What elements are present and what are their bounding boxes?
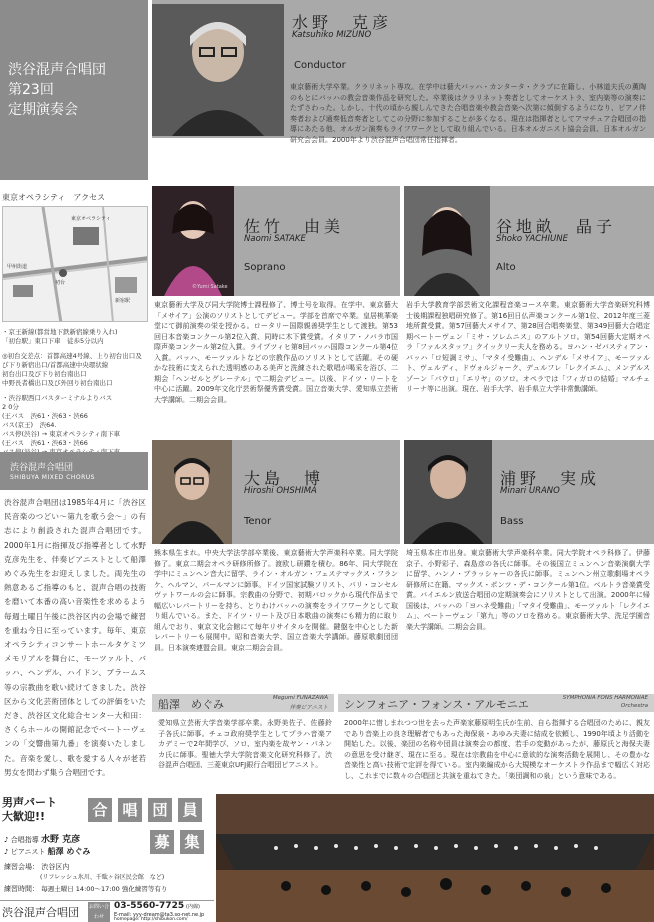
- recruit-conductor-label: ♪ 合唱指導: [4, 836, 39, 844]
- conductor-photo: [152, 4, 284, 136]
- bass-portrait: [404, 440, 492, 544]
- soprano-portrait: [152, 186, 234, 296]
- bass-role: Bass: [500, 516, 524, 527]
- title-line-1: 渋谷混声合唱団: [8, 62, 106, 78]
- map-label-shinjuku: 新宿駅: [115, 298, 131, 304]
- recruit-char: 集: [180, 830, 204, 854]
- soprano-name: 佐竹 由美: [244, 217, 345, 236]
- orchestra-bio: 2000年に惜しまれつつ世を去った声楽家藤原明生氏が生前、自ら指揮する合唱団のために、親友であり音楽上の良き理解者でもあった海保泉・あゆみ夫妻に結成を依頼し、1990年頃より活動を開始した。以後、楽団の名称や団員は演奏会の都度、若手の変動があったが、藤原氏と海保夫妻の意思を受け継ぎ、現在に至る。現在は宗教曲を中心に意欲的な演奏活動を展開し、その豊かな音楽性と高い技術で定評を得ている。室内楽編成から大規模なオーケストラ作品まで幅広く対応し、これまでに数々の合唱団と共演を重ねてきた。「楽団調和の泉」という意味である。: [344, 719, 650, 780]
- recruit-place-label: 練習会場：: [4, 863, 39, 871]
- map-label-opera-city: 東京オペラシティ: [71, 216, 111, 222]
- accompanist-header: [152, 694, 334, 712]
- accompanist-roman: Megumi FUNAZAWA: [272, 695, 328, 701]
- tenor-bio: 熊本県生まれ。中央大学法学部卒業後、東京藝術大学声楽科卒業。同大学院修了。東京二期会オペラ研修所修了。渡欧し研鑽を積む。86年、同大学院在学中にミュンヘン音大に留学、ライン・オルガン・フェステマックス・フランケ、ヘルマン、パールマンに師事。ドイツ国家試験ソリスト、パリ・コンセルヴァトワールの会に師事。宗教曲の分野で、初期バロックから現代作品まで幅広いレパートリーを持ち、とりわけバッハの演奏をライフワークとして取り組んでいる。また、ドイツ・リート及び日本歌曲の演奏にも精力的に取り組んでおり、東京文化会館にて毎年リサイタルを開催。鍵盤を中心とした新レパートリーも展開中。昭和音楽大学、国立音楽大学講師。藤原歌劇団団員。日本演奏連盟会員。東京二期会会員。: [154, 549, 398, 652]
- recruit-time-value: 毎週土曜日 14:00〜17:00 強化練習等有り: [41, 885, 168, 893]
- soprano-photo-caption: ©Yumi Satake: [192, 284, 228, 290]
- bass-photo: [404, 440, 492, 544]
- soprano-role: Soprano: [244, 262, 286, 273]
- alto-photo: [404, 186, 490, 296]
- soprano-photo: [152, 186, 234, 296]
- chorus-name: 渋谷混声合唱団: [10, 463, 74, 473]
- soprano-roman: Naomi SATAKE: [244, 234, 306, 244]
- contact-footer: [0, 900, 214, 922]
- tenor-photo: [152, 440, 232, 544]
- orchestra-roman: SYMPHONIA FONS HARMONIAE: [562, 695, 648, 701]
- recruit-title-bottom: [150, 830, 204, 854]
- alto-bio: 岩手大学教育学部芸術文化課程音楽コース卒業。東京藝術大学音楽研究科博士後期課程独唱研究修了。第16回日仏声楽コンクール第1位、2012年度三菱地所賞受賞。第57回藝大メサイア、第28回合唱奏楽堂、第349回藝大合唱定期ベートーヴェン「ミサ・ソレムニス」のアルトソロ。第54回藝大定期オペラ「ファルスタッフ」クイックリー夫人を務める。ヨハン・ゼバスティアン・バッハ「ロ短調ミサ」、「マタイ受難曲」、ヘンデル「メサイア」、モーツァルト、ヴェルディ、ドヴォルジャーク、デュルフレ「レクイエム」、メンデルスゾーン「パウロ」「エリヤ」のソロ。オペラでは「フィガロの結婚」マルチェリーナ等に出演。現在、岩手大学、岩手県立大学非常勤講師。: [406, 301, 650, 393]
- tenor-portrait: [152, 440, 232, 544]
- conductor-roman: Katsuhiko MIZUNO: [292, 30, 372, 40]
- accompanist-role: 伴奏ピアニスト: [289, 705, 328, 711]
- access-directions: [2, 328, 148, 457]
- access-line: (王バス 渋61・渋63・渋66: [2, 439, 88, 447]
- recruit-conductor-name: 水野 克彦: [40, 835, 81, 845]
- tenor-roman: Hiroshi OHSHIMA: [244, 486, 317, 496]
- alto-portrait: [404, 186, 490, 296]
- recruit-pianist-name: 船澤 めぐみ: [47, 847, 91, 856]
- map-label-koshu: 甲州街道: [7, 264, 28, 270]
- accompanist-bio: 愛知県立芸術大学音楽学部卒業。永野美佐子、佐藤鈴子各氏に師事。チェコ政府奨学生としてプラハ音楽アカデミーで2年間学び、ソロ、室内楽を故ヤン・パネンカ氏に師事。聖徳大学大学院音楽文化研究科修了。渋谷混声合唱団、三菱東京UFJ銀行合唱団ピアニスト。: [158, 719, 332, 769]
- recruit-char: 団: [148, 798, 172, 822]
- footer-homepage[interactable]: homepage: http://shibukon.com/: [114, 917, 188, 922]
- access-line: バス(京王) 渋64.: [2, 421, 57, 429]
- chorus-header: [0, 452, 148, 490]
- access-line: ・京王新線(都営地下鉄新宿線乗り入れ): [2, 328, 118, 336]
- wanted-line-2: 大歓迎!!: [2, 810, 46, 823]
- recruit-time: [4, 884, 167, 894]
- orchestra-header: [338, 694, 654, 712]
- concert-title-box: [0, 0, 148, 180]
- conductor-portrait: [152, 4, 284, 136]
- conductor-bio: 東京藝術大学卒業。クラリネット専攻。在学中は藝大バッハ・カンタータ・クラブに在籍し、小林道夫氏の薫陶のもとにバッハの教会音楽作品を研究した。卒業後はクラリネット奏者としてオーケストラ、室内楽等の演奏にたずさわった。しかし、十代の頃から親しんできた合唱音楽や教会音楽へ次第に傾倒するようになり、ピアノ伴奏者および通奏低音奏者としてこの分野に参加することが多くなる。現在は指揮者としてアマチュア合唱団の指導にあたる他、オルガン演奏もライフワークとして取り組んでいる。日本オルガニスト協会会員、日本オルガン研究会会員。2000年より渋谷混声合唱団常任指揮者。: [290, 83, 646, 144]
- tenor-name: 大島 博: [244, 469, 325, 488]
- access-map: [2, 206, 148, 322]
- accompanist-name: 船澤 めぐみ: [158, 698, 224, 711]
- access-line: 2 0分: [2, 403, 19, 411]
- concert-photo: [216, 794, 654, 922]
- orchestra-role: Orchestra: [620, 703, 648, 709]
- title-line-3: 定期演奏会: [8, 102, 78, 118]
- access-line: 「初台駅」東口下車 徒歩5分以内: [2, 337, 104, 345]
- recruit-char: 募: [150, 830, 174, 854]
- access-line: バス停(渋谷) → 東京オペラシティ南下車: [2, 430, 121, 438]
- recruit-pianist-label: ♪ ピアニスト: [4, 848, 46, 856]
- recruit-char: 合: [88, 798, 112, 822]
- title-line-2: 第23回: [8, 82, 54, 98]
- chorus-name-en: SHIBUYA MIXED CHORUS: [10, 474, 95, 481]
- access-line: ・渋谷駅西口バスターミナルよりバス: [2, 394, 113, 402]
- recruit-pianist: [4, 846, 90, 857]
- orchestra-name: シンフォニア・フォンス・アルモニエ: [344, 698, 529, 711]
- bass-bio: 埼玉県本庄市出身。東京藝術大学声楽科卒業。同大学院オペラ科修了。伊藤京子、小野彩子、森島彦の各氏に師事。その後国立ミュンヘン音楽演劇大学に留学、ハンノ・ブラッシャーの各氏に師事。ミュンヘン州立歌劇場オペラ研修所に在籍、マックス・ポンツ・デ・コンクール第1位。ベルトラ音楽賞受賞。バイエルン放送合唱団の定期演奏会にソリストとして出演。2000年に帰国後は、バッハの「ヨハネ受難曲」「マタイ受難曲」、モーツァルト「レクイエム」、ベートーヴェン「第九」等のソロを務める。東京藝術大学、洗足学園音楽大学講師。二期会会員。: [406, 549, 650, 631]
- soprano-bio: 東京藝術大学及び同大学院博士課程修了、博士号を取得。在学中、東京藝大「メサイア」公演のソリストとしてデビュー。学部を首席で卒業。皇居桃華楽堂にて御前演奏の栄を授かる。ロータリー国際親善奨学生として渡独。第53回日本音楽コンクール第2位入賞、同時に木下賞受賞。イタリア・ノバラ市国際声楽コンクール第2位入賞。ライプツィヒ第8回バッハ国際コンクール第4位入賞。バッハ、モーツァルトなどの宗教作品のソリストとして活躍。その硬かな技術に支えられた透明感のある美声と洗練された歌唱が喝采を浴び、二期会「ヘンゼルとグレーテル」で二期会デビュー。以後、ドイツ・リートを中心に活躍。2009年文化庁芸術祭優秀賞受賞。国立音楽大学、愛知県立芸術大学講師。二期会会員。: [154, 301, 398, 404]
- tenor-role: Tenor: [244, 516, 272, 527]
- access-title: 東京オペラシティ アクセス: [2, 193, 106, 202]
- footer-phone-note: (内線): [186, 904, 200, 910]
- access-line: 初台出口及び下り初台南出口: [2, 370, 87, 378]
- recruit-conductor: [4, 832, 80, 845]
- map-label-hatsudai: 初台: [55, 280, 66, 286]
- chorus-description: 渋谷混声合唱団は1985年4月に「渋谷区民音楽のつどい〜第九を歌う会〜」の有志により創設された混声合唱団です。2000年1月に指揮及び指導者として水野克彦先生を、伴奏ピアニストとして船澤めぐみ先生をお迎えしました。両先生の熱意あるご指導のもと、混声合唱の技術を磨いて本番の高い音楽性を求めるよう毎週土曜日午後に渋谷区内の会場で練習を重ね今日に至っています。毎年、東京オペラシティコンサートホールタケミツメモリアルを舞台に、モーツァルト、バッハ、ヘンデル、ハイドン、ブラームス等の宗教曲を歌い続けてきました。渋谷区から文化芸術団体としての評価をいただき、渋谷区文化総合センター大和田：さくらホールの開館記念でベートーヴェンの「交響曲第九番」を演奏いたしました。音楽を愛し、歌を愛する人々が老若男女を問わず集う合唱団です。: [4, 498, 146, 777]
- footer-phone[interactable]: 03-5560-7725: [114, 901, 185, 911]
- male-wanted: [2, 796, 57, 824]
- recruit-place-value: 渋谷区内: [41, 863, 70, 871]
- footer-contact-label: お問い合わせ: [88, 904, 109, 920]
- recruit-place: [4, 862, 69, 872]
- recruit-char: 員: [178, 798, 202, 822]
- wanted-line-1: 男声パート: [2, 796, 57, 809]
- alto-roman: Shoko YACHIUNE: [496, 234, 568, 244]
- access-line: (王バス 渋61・渋63・渋66: [2, 412, 88, 420]
- bass-name: 浦野 実成: [500, 469, 601, 488]
- bass-roman: Minari URANO: [500, 486, 560, 496]
- alto-name: 谷地畝 晶子: [496, 217, 617, 236]
- recruit-title-top: [88, 798, 202, 822]
- concert-hall-drawing: [216, 794, 654, 922]
- footer-email[interactable]: E-mail: yyy-dream@ta3.so-net.ne.jp: [114, 912, 205, 918]
- footer-chorus-name: 渋谷混声合唱団: [2, 906, 79, 919]
- conductor-name: 水野 克彦: [292, 13, 393, 32]
- access-line: ◎初台交差点：首都高速4号線、上り初台出口及び下り新宿出口/首都高速中央環状線: [2, 352, 142, 369]
- recruit-place-note: (リフレッシュ氷川、千駄ヶ谷区民会館 など): [40, 874, 165, 881]
- recruit-char: 唱: [118, 798, 142, 822]
- access-line: 中野長者橋出口及び外回り初台南出口: [2, 379, 113, 387]
- recruit-time-label: 練習時間：: [4, 885, 39, 893]
- alto-role: Alto: [496, 262, 516, 273]
- conductor-role: Conductor: [294, 60, 346, 71]
